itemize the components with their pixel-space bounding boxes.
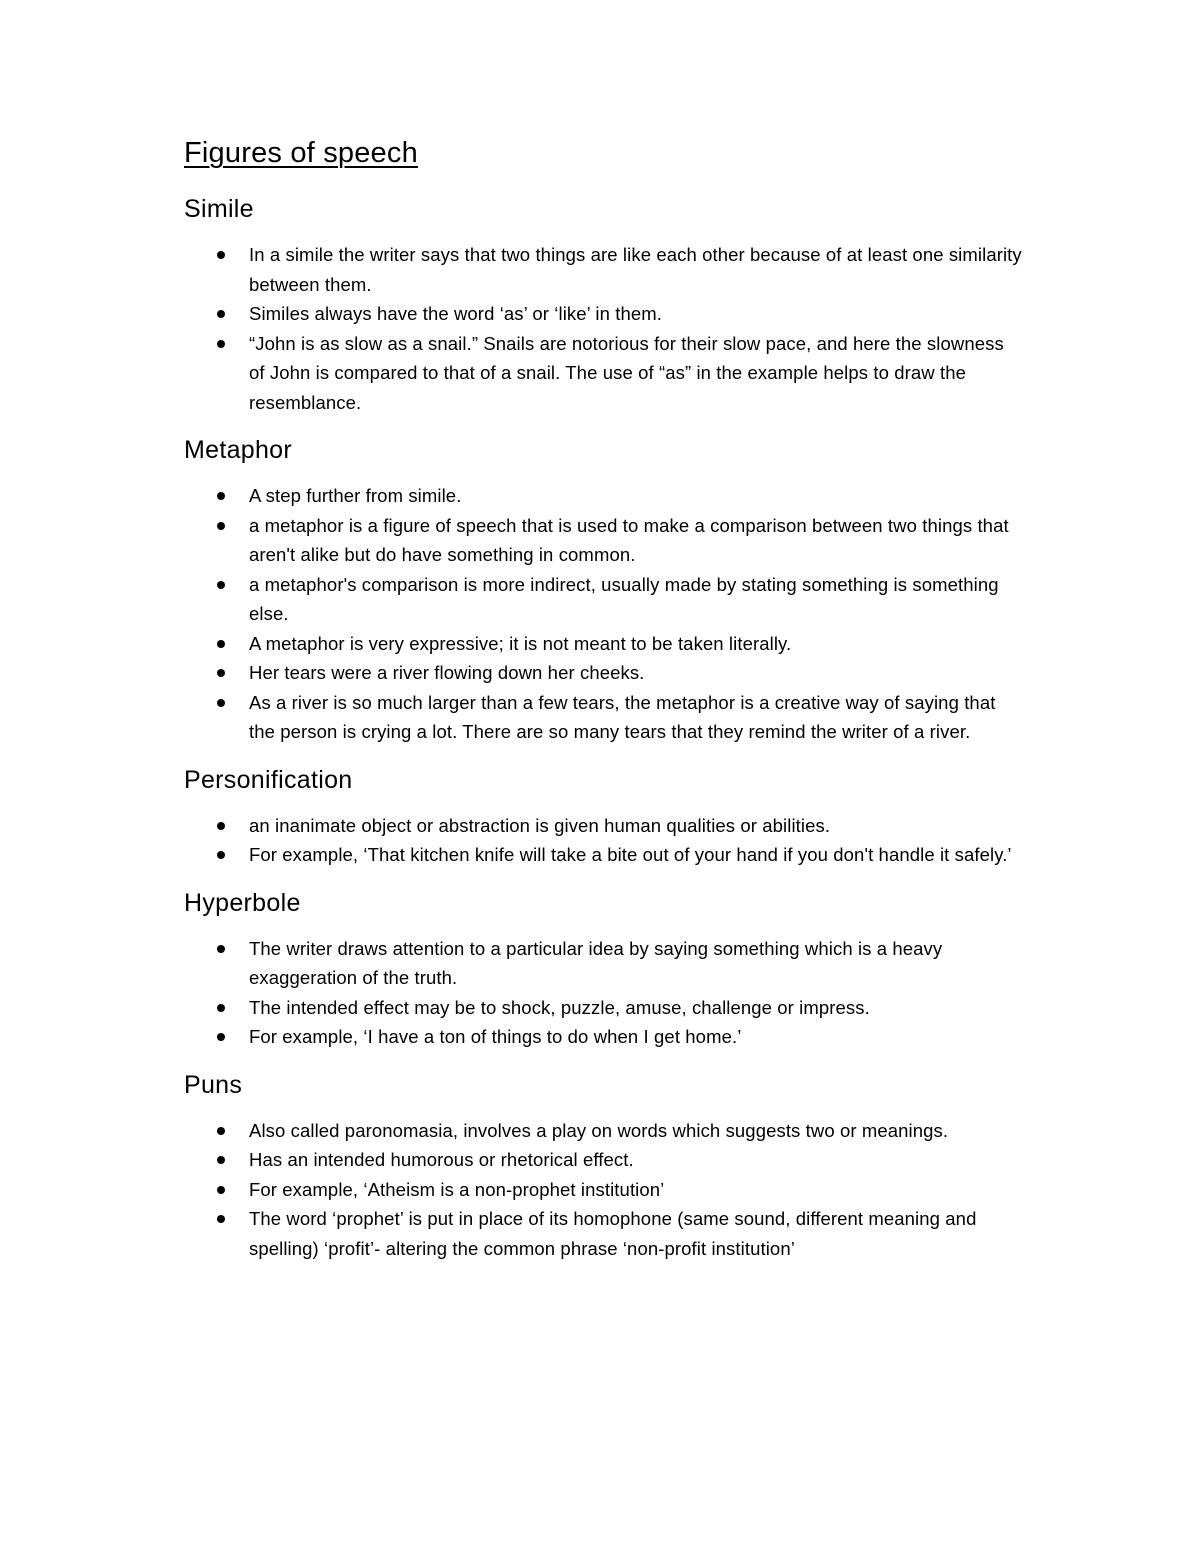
bullet-dot-icon xyxy=(217,851,225,859)
list-item-text: Her tears were a river flowing down her cheeks. xyxy=(249,662,645,683)
list-item xyxy=(184,1145,1024,1175)
section-metaphor xyxy=(184,433,1024,747)
list-item-text: A step further from simile. xyxy=(249,485,462,506)
list-item-text: a metaphor's comparison is more indirect, usually made by stating something is something else. xyxy=(249,573,999,624)
bullet-dot-icon xyxy=(217,492,225,500)
bullet-dot-icon xyxy=(217,640,225,648)
list-item xyxy=(184,329,1024,418)
list-item xyxy=(184,240,1024,299)
list-item-text: For example, ‘That kitchen knife will take a bite out of your hand if you don't handle it safely.’ xyxy=(249,844,1012,865)
bullet-dot-icon xyxy=(217,822,225,830)
list-item-text: In a simile the writer says that two things are like each other because of at least one similarity between them. xyxy=(249,244,1022,295)
list-item-text: “John is as slow as a snail.” Snails are notorious for their slow pace, and here the slowness of John is compared to that of a snail. The use of “as” in the example helps to draw the resemblance. xyxy=(249,332,1004,413)
list-item-text: an inanimate object or abstraction is given human qualities or abilities. xyxy=(249,814,831,836)
sections-container xyxy=(184,192,1024,1263)
list-item xyxy=(184,570,1024,629)
list-item xyxy=(184,811,1024,841)
document-body xyxy=(184,134,1024,1279)
list-item-text: a metaphor is a figure of speech that is used to make a comparison between two things that aren't alike but do have something in common. xyxy=(249,514,1009,565)
bullet-dot-icon xyxy=(217,1215,225,1223)
list-item-text: The intended effect may be to shock, puzzle, amuse, challenge or impress. xyxy=(249,996,870,1018)
section-heading: Metaphor xyxy=(184,436,293,464)
bullet-dot-icon xyxy=(217,251,225,259)
list-item xyxy=(184,481,1024,511)
list-item xyxy=(184,299,1024,329)
list-item xyxy=(184,840,1024,870)
document-title: Figures of speech xyxy=(184,137,418,169)
list-item-text: Also called paronomasia, involves a play on words which suggests two or meanings. xyxy=(249,1119,949,1141)
section-puns xyxy=(184,1068,1024,1264)
section-personification xyxy=(184,763,1024,870)
bullet-dot-icon xyxy=(217,1156,225,1164)
section-heading: Puns xyxy=(184,1070,243,1099)
section-simile xyxy=(184,192,1024,417)
bullet-dot-icon xyxy=(217,1186,225,1194)
bullet-dot-icon xyxy=(217,522,225,530)
bullet-list xyxy=(184,240,1024,417)
section-hyperbole xyxy=(184,886,1024,1052)
list-item-text: The word ‘prophet’ is put in place of its homophone (same sound, different meaning and spelling) ‘profit’- altering the common phrase ‘non-profit institution’ xyxy=(249,1208,977,1259)
list-item xyxy=(184,934,1024,993)
bullet-dot-icon xyxy=(217,699,225,707)
bullet-dot-icon xyxy=(217,1127,225,1135)
bullet-dot-icon xyxy=(217,1004,225,1012)
bullet-dot-icon xyxy=(217,945,225,953)
bullet-list xyxy=(184,1116,1024,1264)
list-item xyxy=(184,688,1024,747)
list-item-text: For example, ‘Atheism is a non-prophet institution’ xyxy=(249,1178,665,1200)
bullet-dot-icon xyxy=(217,669,225,677)
section-heading: Simile xyxy=(184,195,254,223)
list-item xyxy=(184,993,1024,1023)
list-item xyxy=(184,1022,1024,1052)
list-item-text: For example, ‘I have a ton of things to do when I get home.’ xyxy=(249,1026,742,1047)
bullet-dot-icon xyxy=(217,340,225,348)
list-item-text: As a river is so much larger than a few tears, the metaphor is a creative way of saying that the person is crying a lot. There are so many tears that they remind the writer of a river. xyxy=(249,691,996,742)
list-item-text: A metaphor is very expressive; it is not meant to be taken literally. xyxy=(249,632,792,654)
list-item xyxy=(184,511,1024,570)
bullet-list xyxy=(184,934,1024,1052)
bullet-dot-icon xyxy=(217,310,225,318)
bullet-dot-icon xyxy=(217,1033,225,1041)
list-item-text: Has an intended humorous or rhetorical effect. xyxy=(249,1149,634,1170)
bullet-dot-icon xyxy=(217,581,225,589)
bullet-list xyxy=(184,481,1024,747)
bullet-list xyxy=(184,811,1024,870)
list-item xyxy=(184,658,1024,688)
list-item-text: Similes always have the word ‘as’ or ‘like’ in them. xyxy=(249,303,663,324)
list-item-text: The writer draws attention to a particular idea by saying something which is a heavy exaggeration of the truth. xyxy=(249,937,943,988)
section-heading: Hyperbole xyxy=(184,888,301,917)
list-item xyxy=(184,1175,1024,1205)
list-item xyxy=(184,1204,1024,1263)
section-heading: Personification xyxy=(184,765,353,794)
list-item xyxy=(184,629,1024,659)
list-item xyxy=(184,1116,1024,1146)
